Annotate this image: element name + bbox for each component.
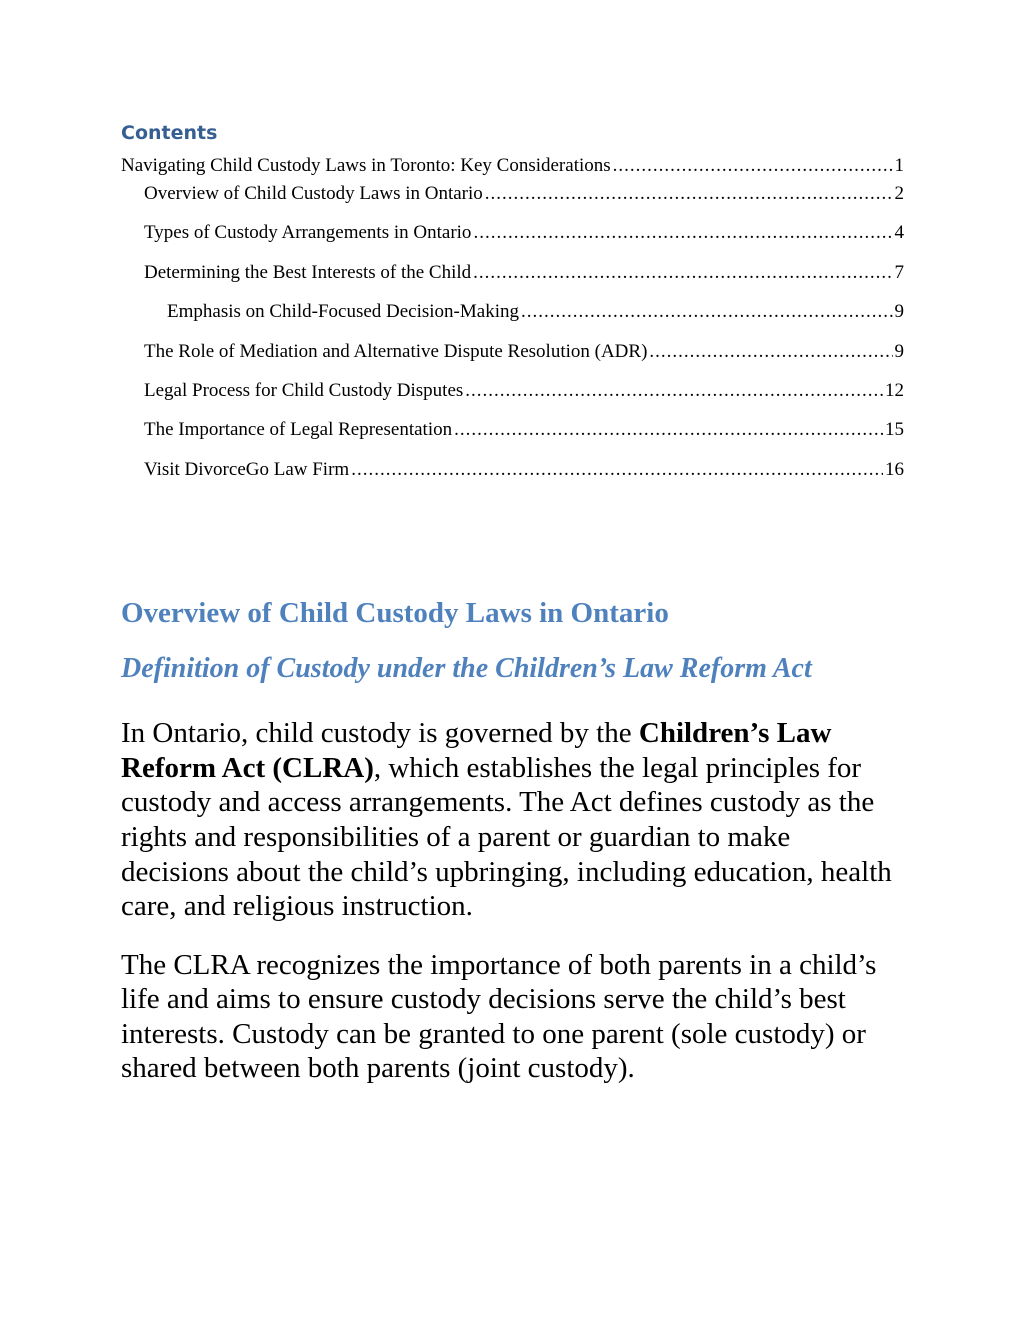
toc-leader-dots — [521, 301, 893, 323]
toc-entry-page: 15 — [885, 419, 904, 441]
toc-entry-page: 4 — [894, 222, 904, 244]
table-of-contents — [121, 148, 904, 498]
toc-entry-page: 16 — [885, 458, 904, 480]
toc-entry[interactable] — [121, 459, 904, 498]
toc-entry[interactable] — [121, 222, 904, 261]
toc-entry[interactable] — [121, 301, 904, 340]
section-subheading: Definition of Custody under the Children’s Law Reform Act — [121, 653, 812, 685]
toc-entry-title: Emphasis on Child-Focused Decision-Making — [167, 301, 519, 323]
toc-entry-title: Overview of Child Custody Laws in Ontario — [144, 183, 483, 204]
toc-leader-dots — [649, 341, 892, 363]
body-paragraph — [121, 716, 904, 924]
toc-entry[interactable] — [121, 148, 904, 183]
section-heading: Overview of Child Custody Laws in Ontario — [121, 597, 669, 630]
toc-leader-dots — [454, 419, 883, 441]
toc-entry-page: 12 — [885, 379, 904, 401]
toc-title: Contents — [121, 122, 218, 144]
document-page — [121, 118, 904, 1086]
toc-leader-dots — [351, 459, 883, 481]
toc-entry-title: Visit DivorceGo Law Firm — [144, 458, 350, 480]
toc-entry-title: The Importance of Legal Representation — [144, 419, 453, 441]
toc-entry-title: The Role of Mediation and Alternative Dispute Resolution (ADR) — [144, 340, 648, 362]
toc-entry[interactable] — [121, 419, 904, 458]
toc-entry[interactable] — [121, 183, 904, 222]
toc-entry-title: Navigating Child Custody Laws in Toronto: Key Considerations — [121, 155, 611, 176]
toc-entry[interactable] — [121, 262, 904, 301]
toc-entry-page: 9 — [894, 340, 904, 362]
paragraph-text: In Ontario, child custody is governed by the — [121, 717, 639, 750]
toc-leader-dots — [473, 262, 892, 284]
toc-entry-page: 2 — [894, 183, 904, 204]
toc-entry-page: 7 — [894, 261, 904, 283]
toc-leader-dots — [473, 222, 892, 244]
toc-leader-dots — [465, 380, 883, 402]
toc-leader-dots — [613, 148, 893, 183]
toc-leader-dots — [485, 183, 893, 205]
toc-entry-title: Legal Process for Child Custody Disputes — [144, 379, 464, 401]
toc-entry-title: Determining the Best Interests of the Child — [144, 261, 472, 283]
toc-entry-page: 1 — [894, 155, 904, 176]
paragraph-text: , which establishes the legal principles for custody and access arrangements. The Act defines custody as the rights and responsibilities of a parent or guardian to make decisions about the child’s upbringing, including education, health care, and religious instruction. — [121, 751, 892, 923]
toc-entry-page: 9 — [894, 301, 904, 323]
toc-entry[interactable] — [121, 380, 904, 419]
bold-act-name: Children’s Law Reform Act (CLRA) — [121, 717, 832, 784]
toc-entry[interactable] — [121, 341, 904, 380]
body-paragraph: The CLRA recognizes the importance of both parents in a child’s life and aims to ensure custody decisions serve the child’s best interests. Custody can be granted to one parent (sole custody) or shared between both parents (joint custody). — [121, 948, 877, 1085]
toc-entry-title: Types of Custody Arrangements in Ontario — [144, 222, 472, 244]
